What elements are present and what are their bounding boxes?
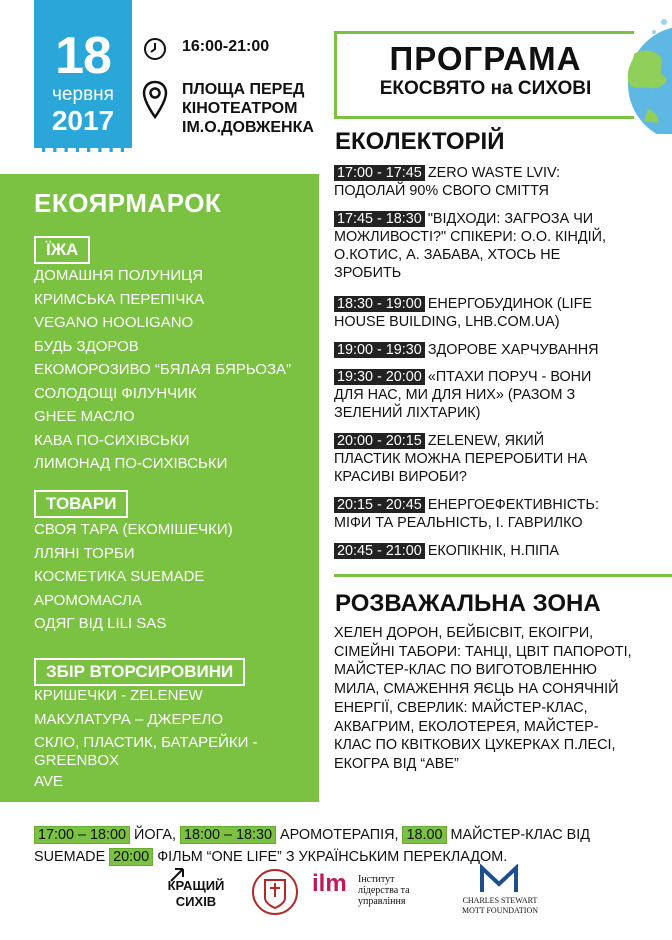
lecture-item: 18:30 - 19:00 ЕНЕРГОБУДИНОК (LIFE HOUSE BUILDING, LHB.COM.UA) <box>334 296 593 330</box>
date-month: червня <box>52 84 114 105</box>
entertainment-title: РОЗВАЖАЛЬНА ЗОНА <box>335 590 601 617</box>
list-item: БУДЬ ЗДОРОВ <box>34 337 139 355</box>
city-council-emblem-icon <box>250 862 300 922</box>
eco-fair-title: ЕКОЯРМАРОК <box>34 188 222 218</box>
category-recycling: ЗБІР ВТОРСИРОВИНИ <box>34 658 245 686</box>
kraschyi-sykhiv-logo: КРАЩИЙ СИХІВ <box>160 862 232 922</box>
list-item: ДОМАШНЯ ПОЛУНИЦЯ <box>34 267 204 284</box>
mott-foundation-logo: CHARLES STEWART MOTT FOUNDATION <box>440 862 560 922</box>
list-item: СОЛОДОЩІ ФІЛУНЧИК <box>34 384 197 402</box>
category-goods: ТОВАРИ <box>34 490 128 518</box>
bottom-schedule: 17:00 – 18:00 ЙОГА, 18:00 – 18:30 АРОМОТЕРАПІЯ, 18.00 МАЙСТЕР-КЛАС ВІД SUEMADE 20:00 ФІЛЬМ “ONE LIFE” З УКРАЇНСЬКИМ ПЕРЕКЛАДОМ. <box>34 827 590 865</box>
list-item: GREENBOX <box>34 751 120 769</box>
list-item: ЛЛЯНІ ТОРБИ <box>34 544 135 562</box>
list-item: ОДЯГ ВІД LILI SAS <box>34 615 167 632</box>
list-item: AVE <box>34 772 63 790</box>
page-title: ПРОГРАМА <box>389 40 582 77</box>
earth-globe-icon <box>624 14 672 134</box>
lecture-item: 20:00 - 20:15 ZELENEW, ЯКИЙ ПЛАСТИК МОЖНА ПЕРЕРОБИТИ НА КРАСИВІ ВИРОБИ? <box>334 433 588 485</box>
event-time: 16:00-21:00 <box>182 38 270 55</box>
section-divider <box>334 574 672 577</box>
lecture-item: 20:45 - 21:00 ЕКОПІКНІК, Н.ПІПА <box>334 542 609 560</box>
ilm-institute-logo: ilm Інститут лідерства та управління <box>312 870 410 907</box>
lecture-item: 19:30 - 20:00 «ПТАХИ ПОРУЧ - ВОНИ ДЛЯ НАС, МИ ДЛЯ НИХ» (РАЗОМ З ЗЕЛЕНИЙ ЛІХТАРИК) <box>334 369 592 421</box>
lecture-item: 19:00 - 19:30 ЗДОРОВЕ ХАРЧУВАННЯ <box>334 341 609 359</box>
list-item: КАВА ПО-СИХІВСЬКИ <box>34 431 190 449</box>
page-subtitle: ЕКОСВЯТО на СИХОВІ <box>379 78 592 99</box>
recycling-list <box>34 684 258 793</box>
entertainment-text: ХЕЛЕН ДОРОН, БЕЙБІСВІТ, ЕКОІГРИ, СІМЕЙНІ ТАБОРИ: ТАНЦІ, ЦВІТ ПАПОРОТІ, МАЙСТЕР-КЛАС ПО ВИГОТОВЛЕННЮ МИЛА, СМАЖЕННЯ ЯЄЦЬ НА СОНЯЧНІЙ ЕНЕРГІЇ, СВЕРЛИК: МАЙСТЕР-КЛАС, АКВАГРИМ, ЕКОЛОТЕРЕЯ, МАЙСТЕР-КЛАС ПО КВІТКОВИХ ЦУКЕРКАХ П.ЛЕСІ, ЕКОГРА ВІД “АВЕ” <box>334 625 632 772</box>
list-item: КРИМСЬКА ПЕРЕПІЧКА <box>34 290 205 308</box>
mott-m-icon <box>478 864 520 894</box>
list-item: ЛИМОНАД ПО-СИХІВСЬКИ <box>34 455 228 472</box>
list-item: МАКУЛАТУРА – ДЖЕРЕЛО <box>34 710 224 728</box>
event-location: ПЛОЩА ПЕРЕД КІНОТЕАТРОМ ІМ.О.ДОВЖЕНКА <box>182 81 314 136</box>
location-pin-icon <box>140 80 170 120</box>
eco-fair-panel <box>0 174 319 802</box>
category-food: ЇЖА <box>34 236 90 264</box>
food-list <box>34 264 291 476</box>
arrow-logo-icon <box>170 868 184 882</box>
clock-icon <box>140 37 170 61</box>
lecture-item: 17:45 - 18:30 "ВІДХОДИ: ЗАГРОЗА ЧИ МОЖЛИВОСТІ?" СПІКЕРИ: О.О. КІНДІЙ, О.КОТИС, А. ЗАБАВА, ХТОСЬ НЕ ЗРОБИТЬ <box>334 211 606 281</box>
lecture-item: 20:15 - 20:45 ЕНЕРГОЕФЕКТИВНІСТЬ: МІФИ ТА РЕАЛЬНІСТЬ, І. ГАВРИЛКО <box>334 497 599 531</box>
list-item: КОСМЕТИКА SUEMADE <box>34 568 205 585</box>
list-item: СКЛО, ПЛАСТИК, БАТАРЕЙКИ - <box>34 734 258 751</box>
date-day: 18 <box>55 27 111 85</box>
list-item: КРИШЕЧКИ - ZELENEW <box>34 687 203 704</box>
goods-list <box>34 518 233 636</box>
date-year: 2017 <box>51 105 115 136</box>
lecture-item: 17:00 - 17:45 ZERO WASTE LVIV: ПОДОЛАЙ 90% СВОГО СМІТТЯ <box>334 165 561 199</box>
list-item: GHEE МАСЛО <box>34 408 135 425</box>
date-badge <box>34 0 132 152</box>
list-item: АРОМОМАСЛА <box>34 591 142 609</box>
list-item: VEGANO HOOLIGANO <box>34 314 194 331</box>
program-title-box <box>334 31 634 119</box>
list-item: СВОЯ ТАРА (ЕКОМІШЕЧКИ) <box>34 521 233 538</box>
list-item: ЕКОМОРОЗИВО “БЯЛАЯ БЯРЬОЗА” <box>34 361 292 378</box>
lectures-title: ЕКОЛЕКТОРІЙ <box>335 128 505 155</box>
location-row <box>140 80 314 137</box>
time-row <box>140 37 269 61</box>
